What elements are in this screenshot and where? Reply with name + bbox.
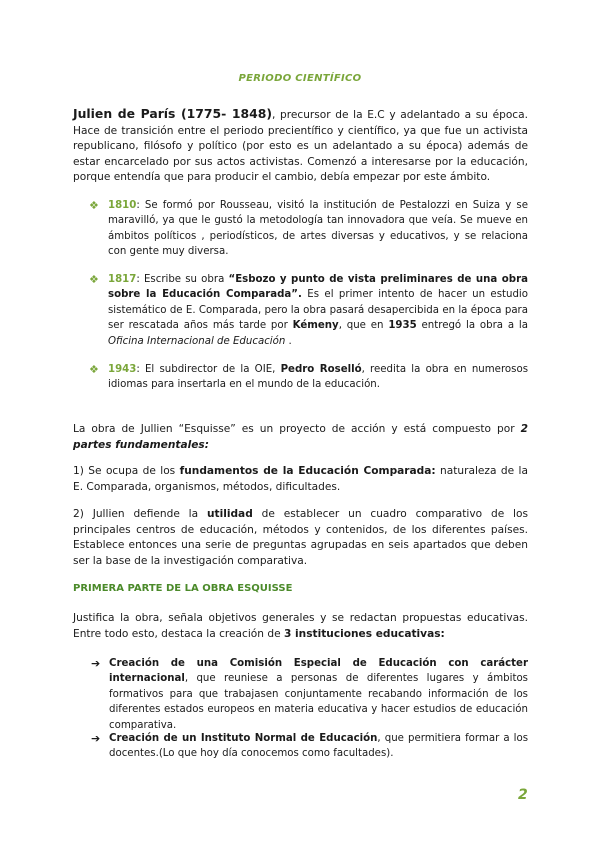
list-item-instituto — [91, 731, 528, 762]
arrow-right-icon: ➔ — [91, 732, 101, 745]
bullet-text: , reedita la obra en numerosos idiomas para insertarla en el mundo de la educación. — [108, 364, 528, 391]
bullet-text: : El subdirector de la OIE, — [136, 364, 281, 375]
bullet-text: . — [285, 335, 292, 347]
paragraph-text: 2) Jullien defiende la — [73, 508, 207, 520]
bullet-text: Es el primer intento de hacer un estudio sistemático de E. Comparada, pero la obra pasará desapercibida en la época para ser rescatada años más tarde por — [108, 289, 528, 332]
paragraph-bold: fundamentos de la Educación Comparada: — [179, 465, 436, 477]
bullet-bold-name: Pedro Roselló — [280, 364, 362, 375]
bullet-bold-title: “Esbozo y punto de vista preliminares de una obra sobre la Educación Comparada”. — [108, 274, 528, 301]
bullet-text: entregó la obra a la — [416, 320, 528, 332]
bullet-text: : Se formó por Rousseau, visitó la institución de Pestalozzi en Suiza y se maravilló, ya que le gustó la metodología tan innovadora que veía. Se mueve en ámbitos políticos , periodísticos, de artes diversas y educativos, y se relaciona con gente muy diversa. — [108, 200, 528, 258]
bullet-1943 — [91, 362, 528, 393]
paragraph-bold: 3 instituciones educativas: — [283, 627, 445, 640]
diamond-bullet-icon: ❖ — [89, 273, 99, 286]
paragraph-justifica — [73, 611, 528, 642]
intro-lead: Julien de París (1775- 1848) — [73, 106, 273, 121]
diamond-bullet-icon: ❖ — [89, 199, 99, 212]
paragraph-text: 1) Se ocupa de los — [73, 465, 180, 477]
bullet-bold-name: Kémeny — [292, 320, 339, 332]
paragraph-text: de establecer un cuadro comparativo de los principales centros de educación, métodos y contenidos, de los diferentes países. Establece entonces una serie de preguntas agrupadas en seis apartados que deben ser la base de la investigación comparativa. — [73, 508, 528, 567]
paragraph-text: naturaleza de la E. Comparada, organismos, métodos, dificultades. — [73, 465, 528, 493]
paragraph-bold-italic: 2 partes fundamentales: — [73, 423, 528, 451]
paragraph-text: La obra de Jullien “Esquisse” es un proyecto de acción y está compuesto por — [73, 423, 521, 435]
bullet-italic-org: Oficina Internacional de Educación — [108, 335, 286, 347]
list-item-text: , que permitiera formar a los docentes.(Lo que hoy día conocemos como facultades). — [109, 733, 528, 760]
paragraph-point-1 — [73, 464, 528, 495]
bullet-text: , que en — [338, 320, 389, 332]
bullet-1817 — [91, 272, 528, 349]
bullet-year: 1810 — [108, 200, 137, 211]
paragraph-text: Justifica la obra, señala objetivos generales y se redactan propuestas educativas. Entre todo esto, destaca la creación de — [73, 612, 528, 640]
paragraph-point-2 — [73, 507, 528, 569]
list-item-text: , que reuniese a personas de diferentes lugares y ámbitos formativos para que trabajasen conjuntamente recabando información de los diferentes estados europeos en materia educativa y hacer estudios de educación comparativa. — [109, 673, 528, 731]
paragraph-bold: utilidad — [206, 508, 253, 520]
paragraph-esquisse — [73, 422, 528, 453]
bullet-text: : Escribe su obra — [136, 274, 229, 285]
bullet-year: 1943 — [108, 364, 137, 375]
bullet-1810 — [91, 198, 528, 260]
page-title: PERIODO CIENTÍFICO — [238, 73, 362, 84]
intro-text: , precursor de la E.C y adelantado a su época. Hace de transición entre el periodo precientífico y científico, ya que fue un activista republicano, filósofo y político (por esto es un adelantado a su época) además de estar encarcelado por sus actos activistas. Comenzó a interesarse por la educación, porque entendía que para producir el cambio, debía empezar por este ámbito. — [73, 109, 528, 184]
list-item-bold: Creación de una Comisión Especial de Educación con carácter internacional — [109, 658, 528, 685]
section-title: PRIMERA PARTE DE LA OBRA ESQUISSE — [73, 583, 293, 594]
bullet-year: 1817 — [108, 274, 137, 285]
page-number: 2 — [518, 787, 528, 803]
list-item-comision — [91, 656, 528, 733]
intro-paragraph — [73, 106, 528, 186]
arrow-right-icon: ➔ — [91, 657, 101, 670]
bullet-bold-year: 1935 — [388, 320, 417, 332]
list-item-bold: Creación de un Instituto Normal de Educación — [109, 733, 378, 744]
diamond-bullet-icon: ❖ — [89, 363, 99, 376]
